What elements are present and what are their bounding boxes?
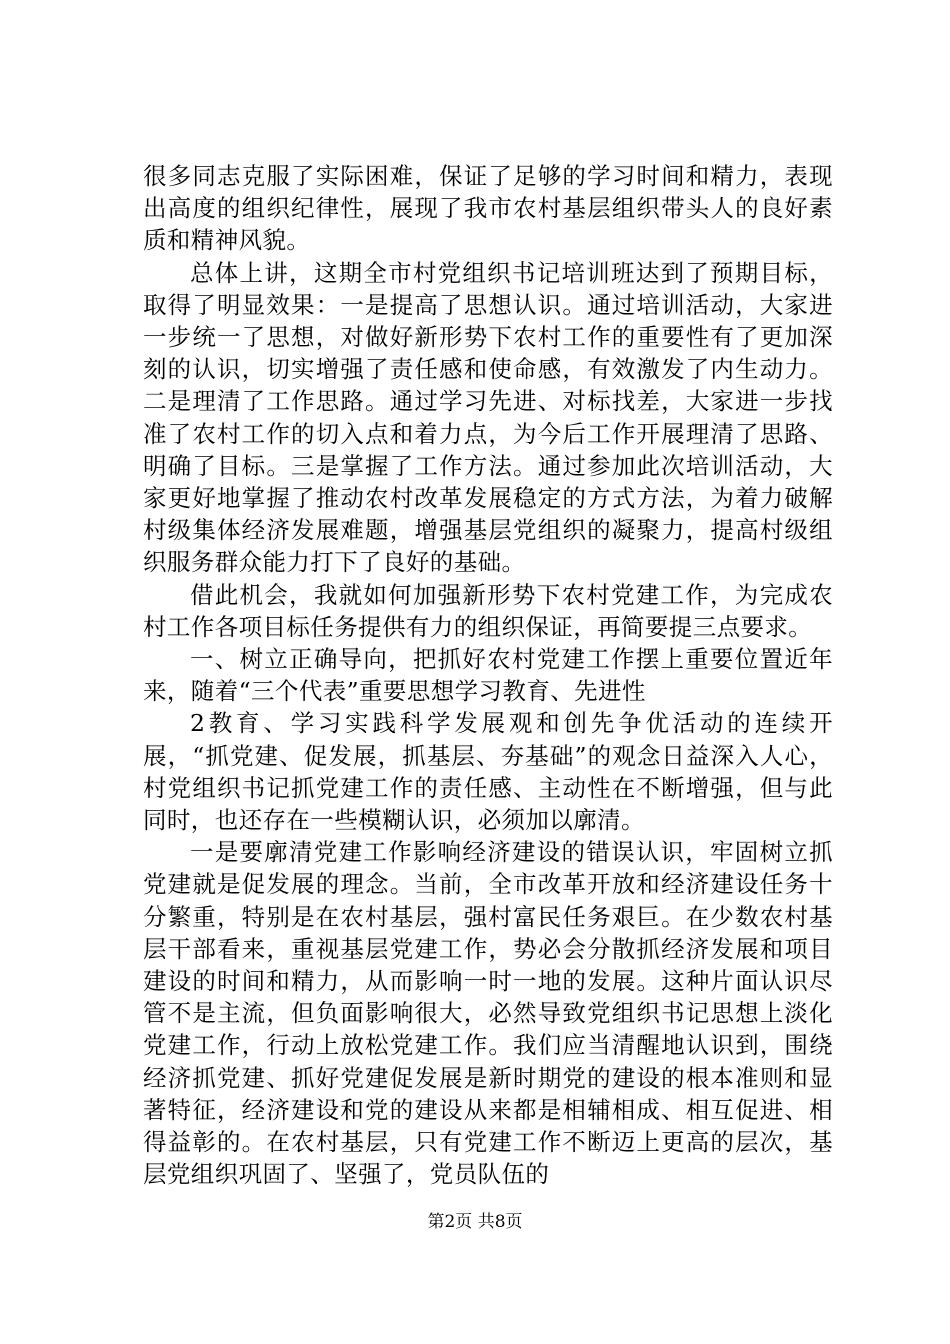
paragraph-5: 2教育、学习实践科学发展观和创先争优活动的连续开展，“抓党建、促发展，抓基层、夯基础”的观念日益深入人心，村党组织书记抓党建工作的责任感、主动性在不断增强，但与此同时，也还存在一些模糊认识，必须加以廓清。 bbox=[143, 709, 833, 835]
paragraph-1: 很多同志克服了实际困难，保证了足够的学习时间和精力，表现出高度的组织纪律性，展现了我市农村基层组织带头人的良好素质和精神风貌。 bbox=[143, 162, 833, 255]
paragraph-4: 一、树立正确导向，把抓好农村党建工作摆上重要位置近年来，随着“三个代表”重要思想学习教育、先进性 bbox=[143, 645, 833, 706]
paragraph-6: 一是要廓清党建工作影响经济建设的错误认识，牢固树立抓党建就是促发展的理念。当前，全市改革开放和经济建设任务十分繁重，特别是在农村基层，强村富民任务艰巨。在少数农村基层干部看来，重视基层党建工作，势必会分散抓经济发展和项目建设的时间和精力，从而影响一时一地的发展。这种片面认识尽管不是主流，但负面影响很大，必然导致党组织书记思想上淡化党建工作，行动上放松党建工作。我们应当清醒地认识到，围绕经济抓党建、抓好党建促发展是新时期党的建设的根本准则和显著特征，经济建设和党的建设从来都是相辅相成、相互促进、相得益彰的。在农村基层，只有党建工作不断迈上更高的层次，基层党组织巩固了、坚强了，党员队伍的 bbox=[143, 838, 833, 1189]
paragraph-2: 总体上讲，这期全市村党组织书记培训班达到了预期目标，取得了明显效果：一是提高了思想认识。通过培训活动，大家进一步统一了思想，对做好新形势下农村工作的重要性有了更加深刻的认识，切实增强了责任感和使命感，有效激发了内生动力。二是理清了工作思路。通过学习先进、对标找差，大家进一步找准了农村工作的切入点和着力点，为今后工作开展理清了思路、明确了目标。三是掌握了工作方法。通过参加此次培训活动，大家更好地掌握了推动农村改革发展稳定的方式方法，为着力破解村级集体经济发展难题，增强基层党组织的凝聚力，提高村级组织服务群众能力打下了良好的基础。 bbox=[143, 258, 833, 577]
page-footer: 第2页 共8页 bbox=[427, 1212, 523, 1232]
document-body bbox=[143, 160, 833, 1191]
paragraph-3: 借此机会，我就如何加强新形势下农村党建工作，为完成农村工作各项目标任务提供有力的组织保证，再简要提三点要求。 bbox=[143, 580, 833, 641]
